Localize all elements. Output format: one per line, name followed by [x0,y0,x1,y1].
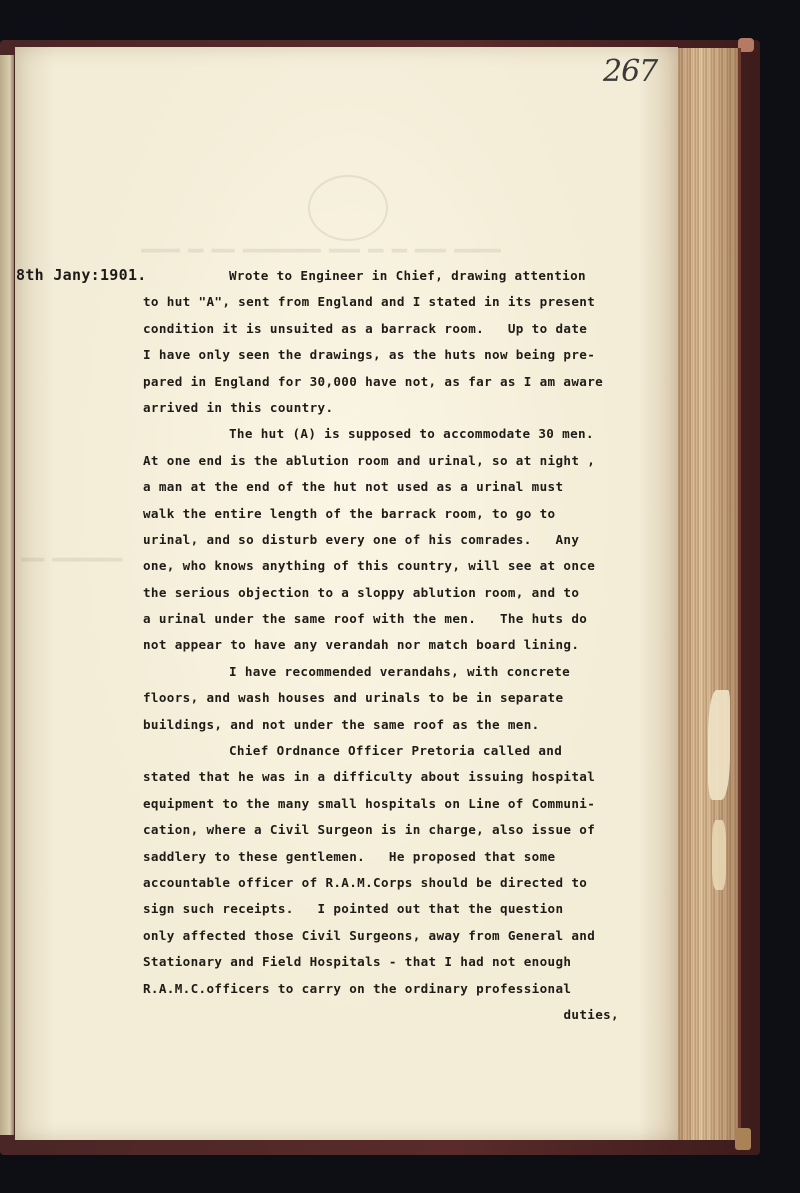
paragraph [143,263,633,421]
text-line: I have only seen the drawings, as the huts now being pre- [143,347,596,363]
paragraph [143,659,633,738]
paragraph [143,738,633,1028]
page-number: 267 [603,54,658,89]
text-line: R.A.M.C.officers to carry on the ordinary professional [143,980,572,996]
text-line: one, who knows anything of this country, will see at once [143,558,596,574]
text-line: sign such receipts. I pointed out that the question [143,901,564,917]
text-line: buildings, and not under the same roof as the men. [143,716,540,732]
text-line: a urinal under the same roof with the men. The huts do [143,611,588,627]
text-line: accountable officer of R.A.M.Corps should be directed to [143,874,588,890]
bleed-through-text: ▬▬▬▬▬ ▬▬ ▬▬▬ ▬▬▬▬▬▬▬▬▬▬ ▬▬▬▬ ▬▬ ▬▬ ▬▬▬▬ ▬▬▬▬▬▬ [141,243,502,258]
text-line: Stationary and Field Hospitals - that I had not enough [143,954,572,970]
binding-clip-bottom [735,1128,751,1150]
faded-stamp [308,175,388,241]
text-line: floors, and wash houses and urinals to be in separate [143,690,564,706]
text-line: stated that he was in a difficulty about issuing hospital [143,769,596,785]
text-line: At one end is the ablution room and urinal, so at night , [143,452,596,468]
torn-page-fragment [712,820,726,890]
text-line: cation, where a Civil Surgeon is in charge, also issue of [143,822,596,838]
text-line: walk the entire length of the barrack room, to go to [143,505,556,521]
text-line: equipment to the many small hospitals on Line of Communi- [143,795,596,811]
text-line: only affected those Civil Surgeons, away from General and [143,927,596,943]
text-line: urinal, and so disturb every one of his comrades. Any [143,531,580,547]
text-line: I have recommended verandahs, with concrete [229,663,571,679]
text-line: condition it is unsuited as a barrack room. Up to date [143,320,588,336]
text-line: Chief Ordnance Officer Pretoria called and [229,743,563,759]
text-line: saddlery to these gentlemen. He proposed that some [143,848,556,864]
text-line: not appear to have any verandah nor match board lining. [143,637,580,653]
typed-body-text [143,263,633,1028]
text-line: arrived in this country. [143,399,334,415]
page-edges-shade [676,48,738,1140]
torn-page-fragment [708,690,730,800]
text-line: Wrote to Engineer in Chief, drawing attention [229,268,586,283]
text-line: pared in England for 30,000 have not, as far as I am aware [143,373,604,389]
paragraph [143,421,633,659]
text-line: the serious objection to a sloppy ablution room, and to [143,584,580,600]
margin-date: 8th Jany:1901. [16,266,147,284]
text-line-closing-word: duties, [563,1006,619,1022]
text-line: to hut "A", sent from England and I stated in its present [143,294,596,310]
facing-page-edge [0,55,14,1135]
text-line: The hut (A) is supposed to accommodate 30 men. [229,426,594,442]
text-line: a man at the end of the hut not used as a urinal must [143,479,564,495]
bleed-through-text: ▬▬▬ ▬▬▬▬▬▬▬▬▬ [21,552,123,567]
